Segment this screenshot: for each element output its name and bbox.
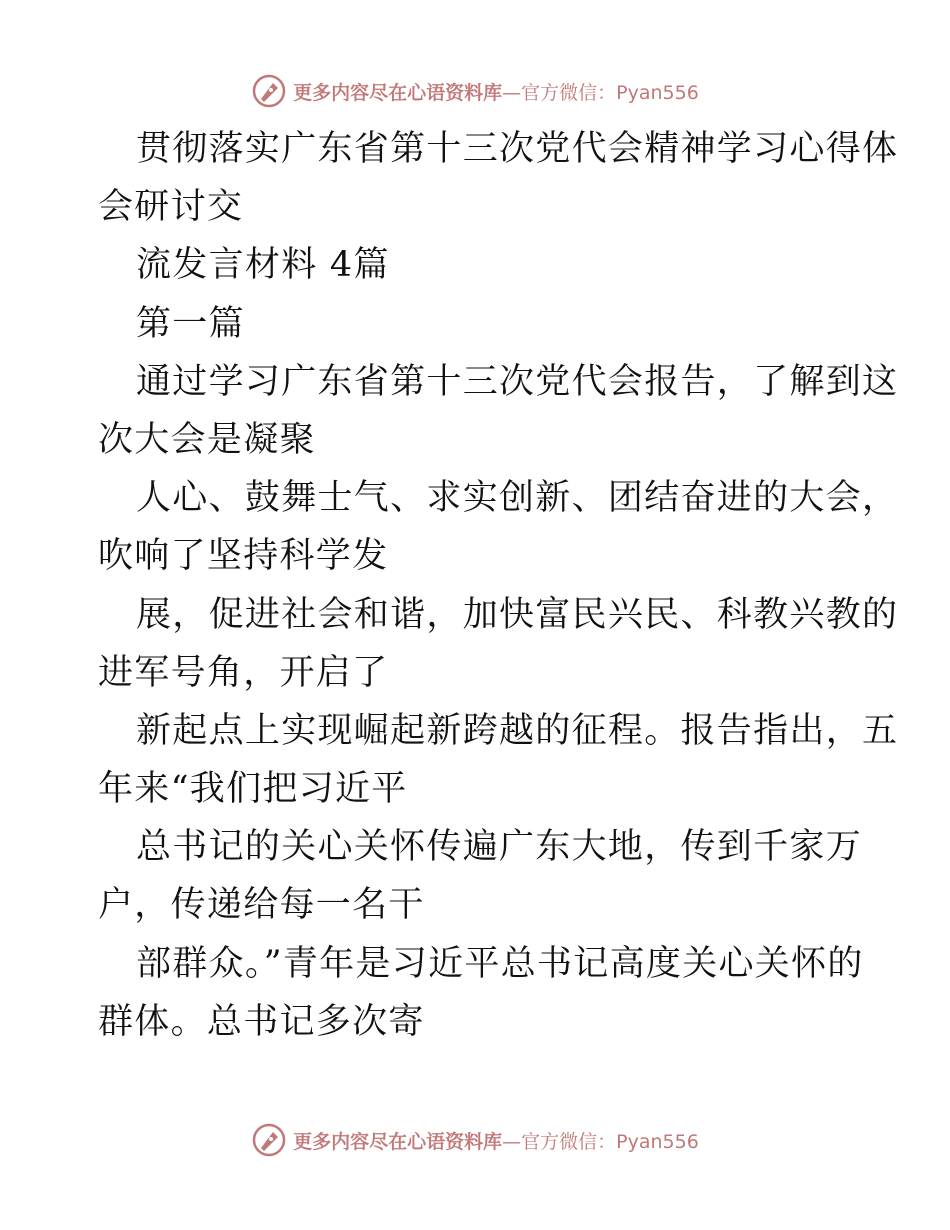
text-line: 次大会是凝聚 [98,419,316,460]
text-line: 流发言材料 4篇 [136,245,390,286]
text-line: 户，传递给每一名干 [98,885,425,926]
text-line: 贯彻落实广东省第十三次党代会精神学习心得体 [136,129,899,169]
text-line: 吹响了坚持科学发 [98,536,389,577]
text-line: 新起点上实现崛起新跨越的征程。报告指出，五 [136,710,899,751]
watermark-contact: —官方微信：Pyan556 [502,1130,699,1153]
pen-nib-circle-icon [251,73,287,109]
text-line: 人心、鼓舞士气、求实创新、团结奋进的大会， [136,478,899,519]
text-line: 年来“我们把习近平 [98,769,408,810]
text-line: 通过学习广东省第十三次党代会报告，了解到这 [136,361,899,402]
text-line: 群体。总书记多次寄 [98,1001,425,1042]
watermark-contact: —官方微信：Pyan556 [502,81,699,104]
text-line: 展，促进社会和谐，加快富民兴民、科教兴教的 [136,594,899,635]
header-watermark [0,71,950,111]
text-line: 总书记的关心关怀传遍广东大地，传到千家万 [136,827,863,868]
text-line: 部群众。”青年是习近平总书记高度关心关怀的 [136,943,864,984]
text-line: 会研讨交 [98,187,244,228]
pen-nib-circle-icon [251,1122,287,1158]
text-line: 进军号角，开启了 [98,652,389,693]
footer-watermark [0,1120,950,1160]
watermark-brand: 更多内容尽在心语资料库 [293,1130,503,1153]
watermark-brand: 更多内容尽在心语资料库 [293,81,503,104]
document-body [98,120,899,1051]
section-heading: 第一篇 [136,303,245,344]
